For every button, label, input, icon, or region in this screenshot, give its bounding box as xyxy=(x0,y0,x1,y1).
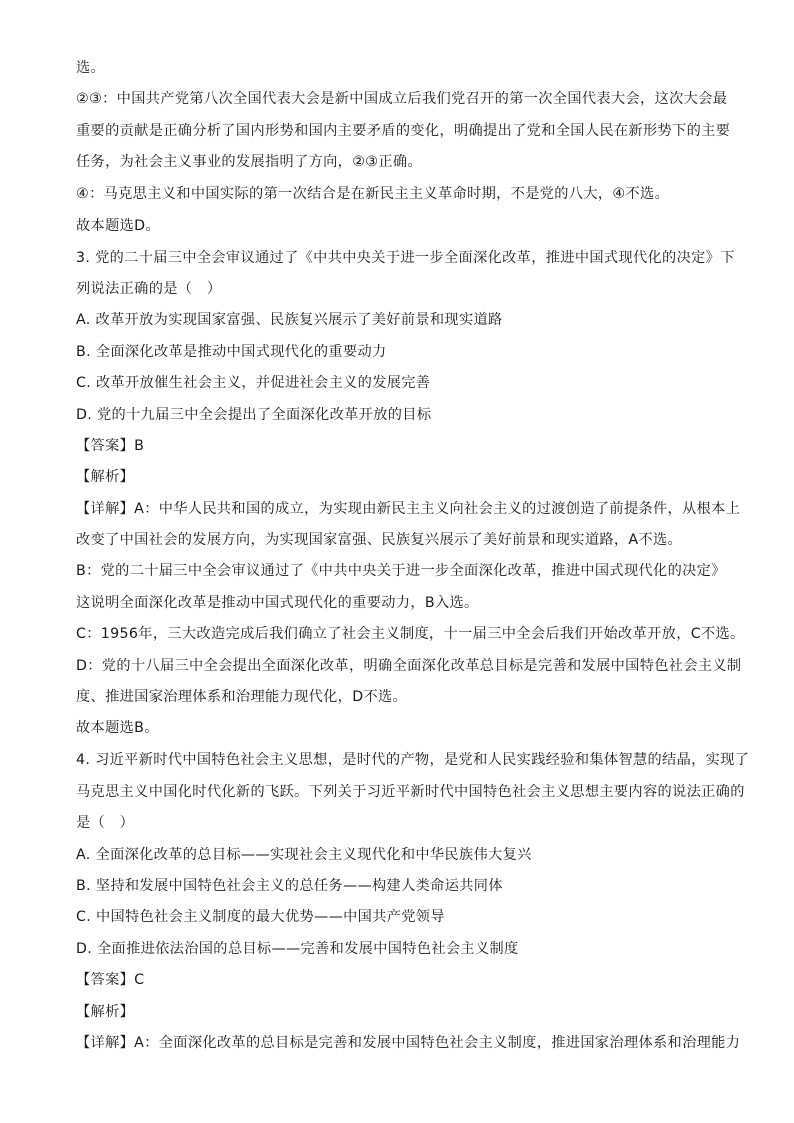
q3-detail-a-line-2: 改变了中国社会的发展方向，为实现国家富强、民族复兴展示了美好前景和现实道路，A不选。 xyxy=(76,532,683,549)
prev-item-23-line-1: ②③：中国共产党第八次全国代表大会是新中国成立后我们党召开的第一次全国代表大会，这次大会最 xyxy=(76,91,728,108)
q3-conclusion: 故本题选B。 xyxy=(76,720,159,737)
q4-answer: 【答案】C xyxy=(76,972,145,989)
q3-detail-a-line-1: 【详解】A：中华人民共和国的成立，为实现由新民主主义向社会主义的过渡创造了前提条件，从根本上 xyxy=(76,500,741,517)
q3-detail-b-line-2: 这说明全面深化改革是推动中国式现代化的重要动力，B入选。 xyxy=(76,594,479,611)
q3-detail-b-line-1: B：党的二十届三中全会审议通过了《中共中央关于进一步全面深化改革，推进中国式现代化的决定》 xyxy=(76,563,726,580)
q4-detail-line-1: 【详解】A：全面深化改革的总目标是完善和发展中国特色社会主义制度，推进国家治理体系和治理能力 xyxy=(76,1034,741,1051)
q3-detail-c-line-1: C：1956年，三大改造完成后我们确立了社会主义制度，十一届三中全会后我们开始改革开放，C不选。 xyxy=(76,626,745,643)
q3-option-b: B. 全面深化改革是推动中国式现代化的重要动力 xyxy=(76,343,387,360)
q3-analysis-label: 【解析】 xyxy=(76,469,135,486)
prev-item-4: ④：马克思主义和中国实际的第一次结合是在新民主主义革命时期，不是党的八大，④不选。 xyxy=(76,185,670,202)
prev-conclusion: 故本题选D。 xyxy=(76,217,160,234)
q4-stem-line-3: 是（ ） xyxy=(76,815,135,832)
q3-detail-d-line-2: 度、推进国家治理体系和治理能力现代化，D不选。 xyxy=(76,689,408,706)
q3-option-a: A. 改革开放为实现国家富强、民族复兴展示了美好前景和现实道路 xyxy=(76,312,503,329)
q3-option-d: D. 党的十九届三中全会提出了全面深化改革开放的目标 xyxy=(76,406,432,423)
document-page xyxy=(76,58,750,1053)
q3-answer: 【答案】B xyxy=(76,437,145,454)
prev-item-23-line-2: 重要的贡献是正确分析了国内形势和国内主要矛盾的变化，明确提出了党和全国人民在新形势下的主要 xyxy=(76,122,731,139)
q3-detail-d-line-1: D：党的十八届三中全会提出全面深化改革，明确全面深化改革总目标是完善和发展中国特色社会主义制 xyxy=(76,657,742,674)
q4-option-c: C. 中国特色社会主义制度的最大优势——中国共产党领导 xyxy=(76,909,445,926)
q3-stem-line-1: 3. 党的二十届三中全会审议通过了《中共中央关于进一步全面深化改革，推进中国式现代化的决定》下 xyxy=(76,249,735,266)
q4-option-b: B. 坚持和发展中国特色社会主义的总任务——构建人类命运共同体 xyxy=(76,877,503,894)
q4-analysis-label: 【解析】 xyxy=(76,1003,135,1020)
q4-stem-line-1: 4. 习近平新时代中国特色社会主义思想，是时代的产物，是党和人民实践经验和集体智慧的结晶，实现了 xyxy=(76,752,750,769)
q3-option-c: C. 改革开放催生社会主义，并促进社会主义的发展完善 xyxy=(76,375,431,392)
q3-stem-line-2: 列说法正确的是（ ） xyxy=(76,280,222,297)
prev-item-23-line-3: 任务，为社会主义事业的发展指明了方向，②③正确。 xyxy=(76,154,422,171)
q4-option-a: A. 全面深化改革的总目标——实现社会主义现代化和中华民族伟大复兴 xyxy=(76,846,532,863)
prev-tail-line-1: 选。 xyxy=(76,60,106,76)
q4-option-d: D. 全面推进依法治国的总目标——完善和发展中国特色社会主义制度 xyxy=(76,940,519,957)
q4-stem-line-2: 马克思主义中国化时代化新的飞跃。下列关于习近平新时代中国特色社会主义思想主要内容的说法正确的 xyxy=(76,783,745,800)
